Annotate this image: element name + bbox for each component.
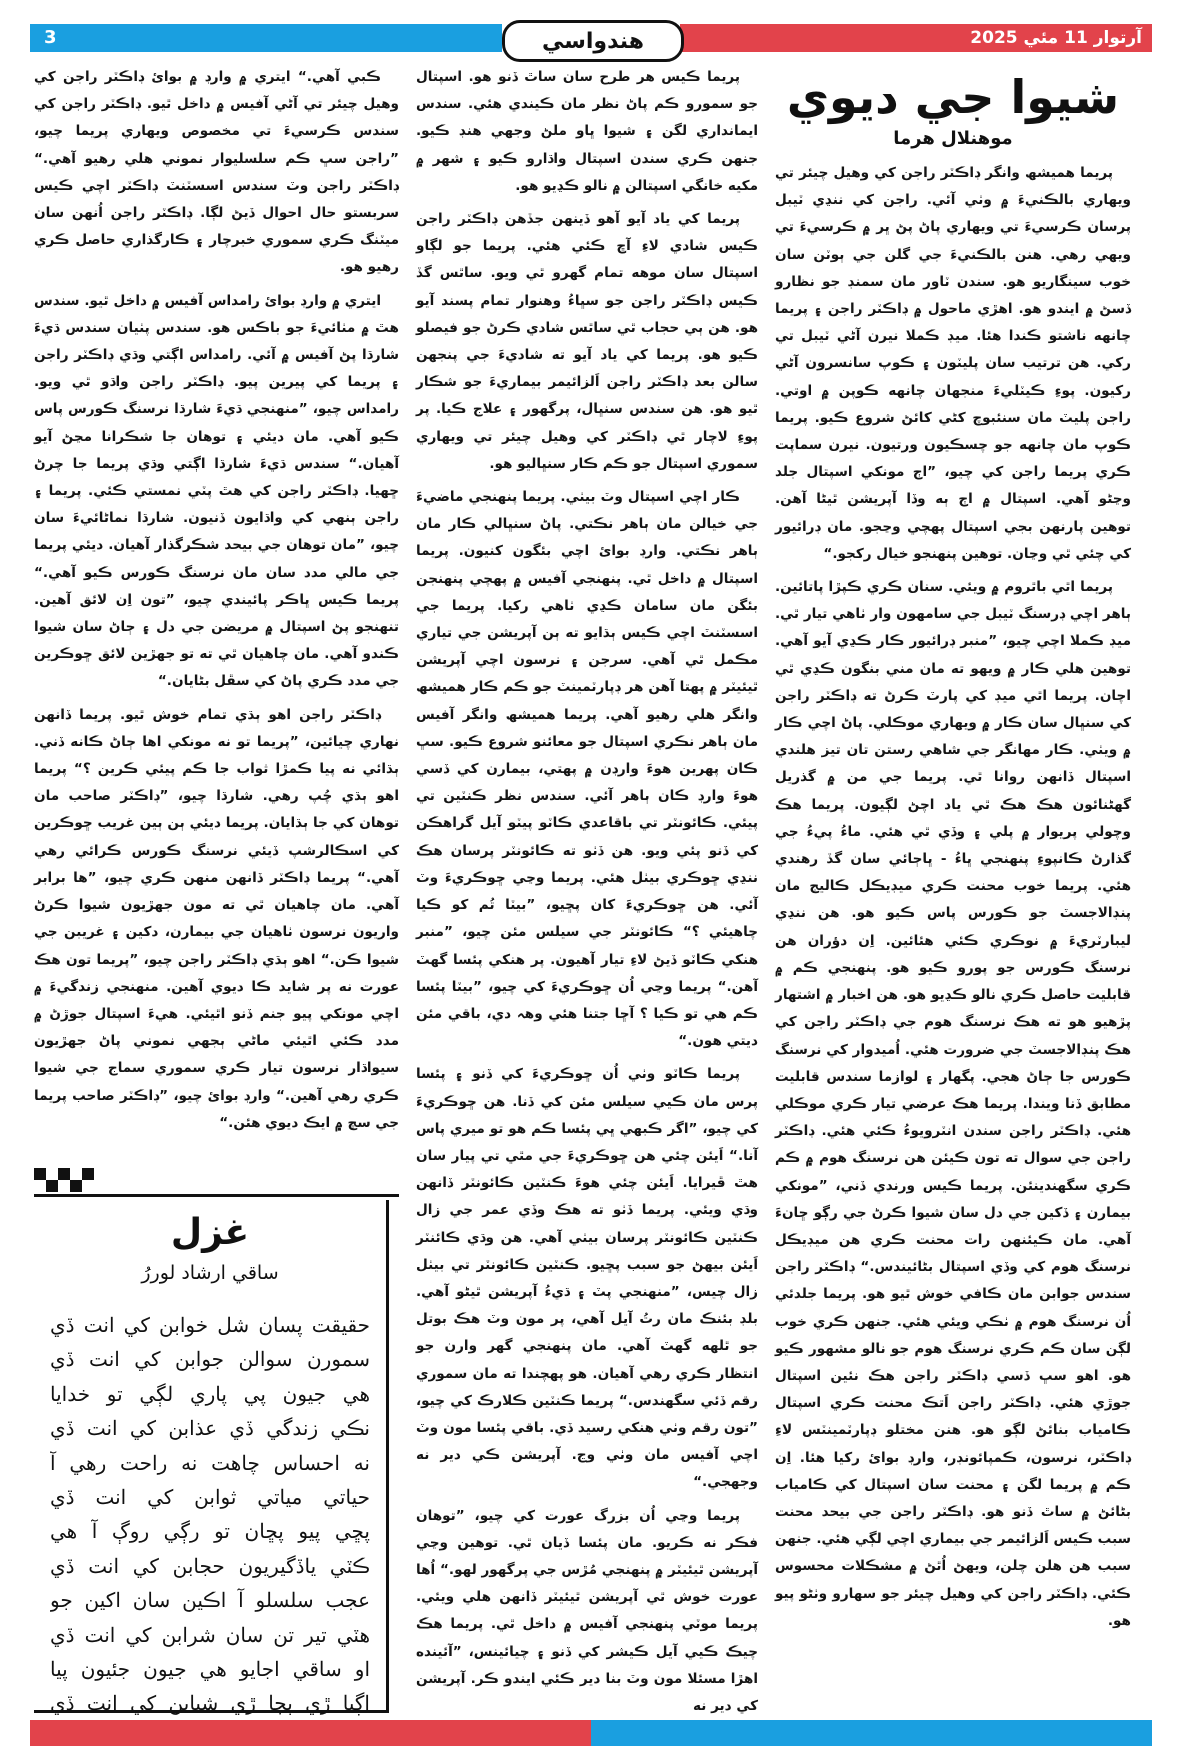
- paragraph: ايتري ۾ وارڊ بوائ رامداس آفيس ۾ داخل ٿيو. سندس هٿ ۾ مٺائيءَ جو باڪس هو. سندس پٺيان سندس ڌيءَ شارڌا پڻ آفيس ۾ آئي. رامداس اڳتي وڌي ڊاڪٽر راجن ۽ پريما کي پيرين پيو. ڊاڪٽر راجن واڌو ٿي ويو. رامداس چيو، ”منهنجي ڌيءَ شارڌا نرسنگ ڪورس پاس ڪيو آهي. مان ديئي ۽ توهان جا شڪرانا مڃڻ آيو آهيان.“ سندس ڌيءَ شارڌا اڳتي وڌي پريما جا چرڻ ڇهيا. ڊاڪٽر راجن کي هٿ پٽي نمستي ڪئي. پريما ۽ راجن ٻنهي کي واڌايون ڏنيون. شارڌا نماڻائيءَ سان چيو، ”مان توهان جي بيحد شڪرگذار آهيان. ديئي پريما جي مالي مدد سان مان نرسنگ ڪورس ڪيو آهي.“ پريما ڪيس ڀاڪر پائيندي چيو، ”تون اِن لائق آهين. تنهنجو پڻ اسپتال ۾ مريضن جي دل ۽ ڄاڻ سان شيوا ڪندو آهي. مان چاهيان ٿي ته تو جهڙين لائق ڇوڪرين جي مدد ڪري پاڻ کي سڦل بڻايان.“: [34, 292, 399, 690]
- ghazal-line: حقيقت پسان شل خوابن کي انت ڏي: [50, 1313, 370, 1337]
- issue-date: آرتوار 11 مئي 2025: [970, 28, 1142, 48]
- ghazal-poet: ساقي ارشاد لوررُ: [141, 1262, 279, 1284]
- article-column-1: [775, 160, 1131, 1641]
- ghazal-line: عجب سلسلو آ اڪين سان اکين جو: [50, 1588, 370, 1613]
- ghazal-line: سمورن سوالن جوابن کي انت ڏي: [50, 1347, 370, 1372]
- footer-bar-blue: [591, 1720, 1152, 1746]
- ghazal-line: نه احساس چاهت نه راحت رهي آ: [50, 1450, 370, 1475]
- divider: [34, 1194, 399, 1197]
- end-mark-icon: [34, 1168, 98, 1192]
- footer-bar-red: [30, 1720, 591, 1746]
- ghazal-verses: [50, 1308, 370, 1721]
- ghazal-line: اڳيا ڙي پچا ڙي شبابن کي انت ڏي: [50, 1691, 370, 1716]
- ghazal-line: او ساقي اجايو هي جيون جئيون پيا: [50, 1657, 370, 1682]
- masthead-logo: هندواسي: [502, 20, 684, 62]
- ghazal-line: نڪي زندگي ڏي عذابن کي انت ڏي: [50, 1416, 370, 1441]
- paragraph: پريما ڪاٽو وٺي اُن ڇوڪريءَ کي ڏنو ۽ پئسا پرس مان ڪيي سيلس مئن کي ڏنا. هن ڇوڪريءَ کي چيو، ”اگر ڪبهي ڀي پئسا ڪم هو تو ميري پاس آنا.“ اَيئن چئي هن ڇوڪريءَ جي مٿي تي پيار سان هٿ ڦيرايا. اَيئن چئي هوءَ ڪنٽين ڪائونٽر ڏانهن وڌي ويئي. پريما ڏٺو ته هڪ وڏي عمر جي زال ڪنٽين ڪائونٽر پرسان بيٺي آهي. هن وڌي ڪائنٽر اَيئن بيهڻ جو سبب پڇيو. ڪنٽين ڪائونٽر تي بيٺل زال چيس، ”منهنجي پٽ ۽ ڌيءُ آپريشن ٿيڻو آهي. بلڊ بئنڪ مان رتُ آيل آهي، پر مون وٽ هڪ بوتل جو ٿلهه گهٽ آهي. مان پنهنجي گهر وارن جو انتظار ڪري رهي آهيان. هو پهچندا ته مان سموري رقم ڏئي سگهندس.“ پريما ڪنٽين ڪلارڪ کي چيو، ”تون رقم وٺي هنکي رسيد ڏي. باقي پئسا مون وٽ اچي آفيس مان وٺي وڃ. آپريشن ڪي دير نه وجهجي.“: [416, 1066, 758, 1491]
- header-bar-red: [680, 24, 1152, 52]
- ghazal-line: هي جيون پي پاري لڳي تو خدايا: [50, 1381, 370, 1406]
- article-column-3: [34, 64, 399, 1143]
- header-bar-blue: [30, 24, 502, 52]
- page-number: 3: [44, 27, 57, 48]
- footer-bar: [30, 1720, 1152, 1746]
- article-title: شيوا جي ديوي: [786, 70, 1120, 124]
- ghazal-line: پڇي پيو پڇان تو رڳي روڳ آ هي: [50, 1519, 370, 1544]
- article-author: موهنلال هرما: [893, 128, 1013, 149]
- article-column-2: [416, 64, 758, 1726]
- paragraph: ڪار اچي اسپتال وٽ بيٺي. پريما پنهنجي ماضيءَ جي خيالن مان ٻاهر نڪتي. پاڻ سنڀالي ڪار مان ٻاهر نڪتي. وارڊ بوائ اچي بئگون کنيون. پريما اسپتال ۾ داخل ٿي. پنهنجي آفيس ۾ پهچي پنهنجن بئگن مان سامان ڪڍي ٺاهي رکيا. پريما جي اسسٽنٽ اچي ڪيس ٻڌايو ته ٻن آپريشن جي تياري مڪمل ٿي آهي. سرجن ۽ نرسون اچي آپريشن ٿيئيٽر ۾ پهتا آهن هر ڊپارٽمينٽ جو ڪم ڪار هميشھ وانگر هلي رهيو آهي. پريما هميشھ وانگر آفيس مان ٻاهر نڪري اسپتال جو معائنو شروع ڪيو. سڀ ڪان پهرين هوءَ وارڊن ۾ پهتي، بيمارن کي ڏسي هوءَ وارڊ ڪان ٻاهر آئي. سندس نظر ڪنٽين تي پيئي. ڪائونٽر تي باقاعدي ڪاٽو پيٽو آيل گراهڪن کي ڏنو پئي ويو. هن ڏٺو ته ڪائونٽر پرسان هڪ ننڍي ڇوڪري بيٺل هئي. پريما وڃي ڇوڪريءَ وٽ آئي. هن ڇوڪريءَ کان پڇيو، ”بيٽا تُم کو ڪيا چاهيئي ؟“ ڪائونٽر جي سيلس مئن چيو، ”منبر هنکي ڪاٽو ڏيڻ لاءِ تيار آهيون. پر هنکي پئسا گهٽ آهن.“ پريما وڃي اُن ڇوڪريءَ کي چيو، ”بيٽا پئسا ڪم هي تو ڪيا ؟ آڇا جتنا هئي وهہ دي، باقي مئن ديتي هون.“: [416, 489, 758, 1050]
- ghazal-title: غزل: [170, 1212, 250, 1253]
- paragraph: پريما اٿي باٿروم ۾ ويئي. سنان ڪري ڪپڙا پاتائين. ٻاهر اچي ڊرسنگ ٽيبل جي سامهون وار ٺاهي تيار ٿي. ميڊ ڪملا اچي چيو، ”منبر ڊرائيور ڪار ڪڍي آيو آهي. توهين هلي ڪار ۾ ويهو ته مان مني بنگون ڪڍي ٿي اچان. پريما اٿي ميڊ کي پارٽ ڪرڻ ته ڊاڪٽر راجن کي سنڀال سان ڪار ۾ ويهاري موڪلي. پاڻ اچي ڪار ۾ ويٺي. ڪار مهانگر جي شاهي رستن تان تيز هلندي اسپتال ڏانهن روانا ٿي. پريما جي من ۾ گذريل گهڻنائون هڪ هڪ ٿي ياد اچڻ لڳيون. پريما هڪ وچولي پريوار ۾ پلي ۽ وڏي ٿي هئي. ماءُ پيءُ جي گذارڻ ڪانپوءِ پنهنجي ڀاءُ - ڀاڄائي سان گڏ رهندي هئي. پريما خوب محنت ڪري ميڊيڪل ڪاليج مان پنڊالاجسٽ جو ڪورس پاس ڪيو هو. هن ننڍي ليبارٽريءَ ۾ نوڪري ڪئي هئائين. اِن دؤران هن نرسنگ ڪورس جو پورو ڪيو هو. پنهنجي ڪم ۾ قابليت حاصل ڪري نالو ڪڍيو هو. هن اخبار ۾ اشتهار پڙهيو هو ته هڪ نرسنگ هوم جي ڊاڪٽر راجن کي هڪ پنڊالاجسٽ جي ضرورت هئي. اُميدوار کي نرسنگ ڪورس جا ڄاڻ هجي. پگهار ۽ لوازما سندس قابليت مطابق ڏنا ويندا. پريما هڪ عرضي تيار ڪري موڪلي هئي. ڊاڪٽر راجن سندن انٽرويوءُ ڪئي هئي. ڊاڪٽر راجن جي سوال ته تون ڪيئن هن نرسنگ هوم ۾ ڪم ڪري سگهندينئن. پريما ڪيس ورندي ڏني، ”مونکي بيمارن ۽ ڏکين جي دل سان شيوا ڪرڻ جي رڳو ڇانءَ آهي. مان ڪيئنهن رات محنت ڪري هن ميڊيڪل نرسنگ هوم کي وڏي اسپتال بڻائيندس.“ ڊاڪٽر راجن سندس جوابن مان ڪافي خوش ٿيو هو. پريما جلدئي اُن نرسنگ هوم ۾ ٺڪي ويئي هئي. جنهن ڪري خوب لڳن سان ڪم ڪري نرسنگ هوم جو نالو مشهور ڪيو هو. اهو سڀ ڏسي ڊاڪٽر راجن هڪ نئين اسپتال جوڙي هئي. ڊاڪٽر راجن اَتڪ محنت ڪري اسپتال ڪامياب بنائڻ لڳو هو. هنن مختلو ڊپارٽمينٽس لاءِ ڊاڪٽر، نرسون، ڪمپائونڊر، وارڊ بوائ رکيا هئا. اِن ڪم ۾ پريما لگن ۽ محنت سان اسپتال کي ڪامياب بڻائڻ ۾ ساٿ ڏنو هو. ڊاڪٽر راجن جي بيحد محنت سبب ڪيس اَلزائيمر جي بيماري اچي لڳي هئي. جنهن سبب هن هلن چلن، ويهڻ اُٿڻ ۾ مشڪلات محسوس ڪئي. ڊاڪٽر راجن کي وهيل چيئر جو سهارو وٺڻو پيو هو.: [775, 579, 1131, 1629]
- paragraph: ڊاڪٽر راجن اهو ٻڌي تمام خوش ٿيو. پريما ڏانهن نهاري چيائين، ”پريما تو نه مونکي اها ڄاڻ ڪانه ڏني. ٻڌائي نه پيا ڪمڙا ثواب جا ڪم پيئي ڪرين ؟“ پريما اهو ٻڌي چُپ رهي. شارڌا چيو، ”ڊاڪٽر صاحب مان توهان کي جا ٻڌايان. پريما ديئي ٻن ٻين غريب ڇوڪرين کي اسڪالرشپ ڏيئي نرسنگ ڪورس ڪرائي رهي آهي.“ پريما ڊاڪٽر ڏانهن منهن ڪري چيو، ”ها برابر آهي. مان چاهيان ٿي ته مون جهڙيون شيوا ڪرڻ واريون نرسون ٺاهيان جي بيمارن، دکين ۽ غريبن جي شيوا ڪن.“ اهو ٻڌي ڊاڪٽر راجن چيو، ”پريما تون هڪ عورت نه پر شايد ڪا ديوي آهين. منهنجي زندگيءَ ۾ اچي مونکي پيو جنم ڏنو اٿيئي. هيءَ اسپتال جوڙڻ ۾ مدد ڪئي اٿيئي ماڻي ٻجهي نموني پاڻ جهڙيون سيواڌار نرسون تيار ڪري سموري سماج جي شيوا ڪري رهي آهين.“ وارڊ بوائ چيو، ”ڊاڪٽر صاحب پريما جي سچ ۾ ايڪ ديوي هئن.“: [34, 706, 399, 1131]
- ghazal-line: هٽي تير تن سان شرابن کي انت ڏي: [50, 1622, 370, 1647]
- paragraph: پريما کي ياد آيو آهو ڏينهن جڏهن ڊاڪٽر راجن ڪيس شادي لاءِ آڇ ڪئي هئي. پريما جو لڳاو اسپتال سان موهه تمام گهرو ٿي ويو. ساٿس گڏ ڪيس ڊاڪٽر راجن جو سڀاءُ وهنوار تمام پسند آيو هو. هن ٻي حجاب ٿي ساٿس شادي ڪرڻ جو فيصلو ڪيو هو. پريما کي ياد آيو ته شاديءَ جي پنجهن سالن بعد ڊاڪٽر راجن اَلزائيمر بيماريءَ جو شڪار ٿيو هو. هن سندس سنڀال، پرگهور ۽ علاج ڪيا. پر پوءِ لاچار ٿي ڊاڪٽر کي وهيل چيئر تي ويهاري سموري اسپتال جو ڪم ڪار سنڀاليو هو.: [416, 211, 758, 472]
- paragraph: ڪبي آهي.“ ايتري ۾ وارڊ ۾ بوائ ڊاڪٽر راجن کي وهيل چيئر تي آڻي آفيس ۾ داخل ٿيو. ڊاڪٽر راجن کي سندس ڪرسيءَ تي مخصوص ويهاري پريما چيو، ”راجن سڀ ڪم سلسليوار نموني هلي رهيو آهي.“ ڊاڪٽر راجن وٽ سندس اسسٽنٽ ڊاڪٽر اچي ڪيس سربستو حال احوال ڏيڻ لڳا. ڊاڪٽر راجن اُنهن سان ميٽنگ ڪري سموري خبرچار ۽ ڪارگذاري حاصل ڪري رهيو هو.: [34, 69, 399, 276]
- paragraph: پريما ڪيس هر طرح سان ساٿ ڏنو هو. اسپتال جو سمورو ڪم پاڻ نظر مان ڪيندي هئي. سندس ايمانداري لگن ۽ شيوا ڀاو ملڻ وجهي هنڊ ڪيو. جنهن ڪري سندن اسپتال واڌارو ڪيو ۽ شهر ۾ مکيه خانگي اسپتالن ۾ نالو ڪڍيو هو.: [416, 69, 758, 194]
- paragraph: پريما وڃي اُن بزرگ عورت کي چيو، ”توهان فڪر نه ڪريو. مان پئسا ڏيان ٿي. توهين وڃي آپريشن ٿيئيٽر ۾ پنهنجي مُڙس جي پرگهور لهو.“ اُها عورت خوش ٿي آپريشن ٿيئيٽر ڏانهن هلي ويئي. پريما موٽي پنهنجي آفيس ۾ داخل ٿي. پريما هڪ چيڪ ڪيي آيل ڪيشر کي ڏنو ۽ چيائينس، ”آئينده اهڙا مسئلا مون وٽ بنا دير ڪئي ايندو ڪر. آپريشن کي دير نه: [416, 1507, 758, 1714]
- ghazal-line: ڪٽي ياڏگيريون حجابن کي انت ڏي: [50, 1553, 370, 1578]
- paragraph: پريما هميشھ وانگر ڊاڪٽر راجن کي وهيل چيئر تي ويهاري بالڪنيءَ ۾ وٺي آئي. راجن کي ننڍي ٽيبل پرسان ڪرسيءَ تي ويهاري پاڻ پڻ ڀر ۾ ڪرسيءَ تي ويهي رهي. هنن بالڪنيءَ جي گلن جي ٻوٽن سان خوب سينگاريو هو. سندن ٽاور مان سمنڊ جو نظارو ڏسڻ ۾ ايندو هو. اهڙي ماحول ۾ ڊاڪٽر راجن ۽ پريما چانهه ناشتو ڪندا هئا. ميڊ ڪملا نيرن آڻي ٽيبل تي رکي. هن ترتيب سان پليٽون ۽ ڪوپ سانسرون آڻي رکيون. پوءِ ڪيٽليءَ منجهان چانهه ڪوپن ۾ اوتي. راجن پليٽ مان سنئبوچ کڻي کائڻ شروع ڪيو. پريما ڪوپ مان چانهه جو چسڪيون ورتيون. نيرن سماپت ڪري پريما راجن کي چيو، ”اڄ مونکي اسپتال جلد وڃڻو آهي. اسپتال ۾ اڄ ٻه وڏا آپريشن ٿيڻا آهن. توهين پارنهن بجي اسپتال پهچي وڃجو. مان ڊرائيور کي چئي ٿي وڃان. توهين پنهنجو خيال رکجو.“: [775, 165, 1131, 562]
- ghazal-line: حياتي مياتي ثوابن کي انت ڏي: [50, 1485, 370, 1510]
